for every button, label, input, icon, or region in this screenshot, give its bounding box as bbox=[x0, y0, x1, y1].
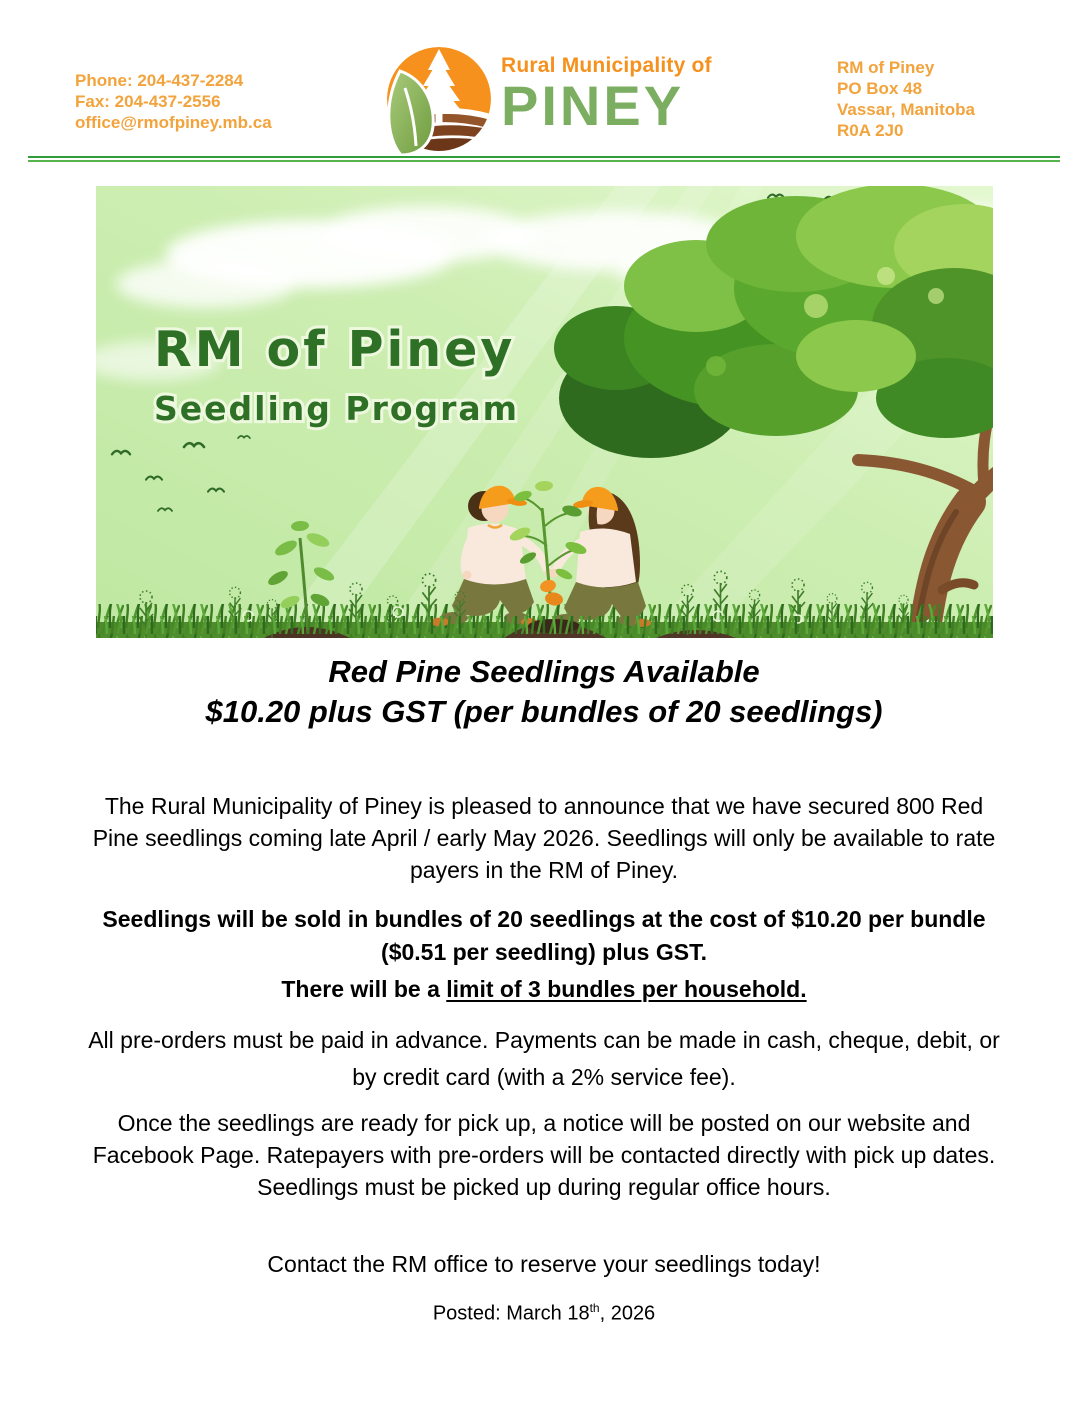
logo-name: PINEY bbox=[501, 74, 685, 137]
address-line4: R0A 2J0 bbox=[837, 121, 904, 140]
header-address-block bbox=[837, 57, 975, 141]
posted-date bbox=[84, 1292, 1004, 1330]
piney-emblem-icon bbox=[383, 44, 493, 154]
posted-suffix: , 2026 bbox=[599, 1302, 656, 1325]
posted-ordinal: th bbox=[589, 1301, 600, 1315]
banner-illustration bbox=[96, 186, 993, 638]
phone-line: Phone: 204-437-2284 bbox=[75, 71, 244, 90]
limit-prefix: There will be a bbox=[281, 976, 447, 1002]
address-line3: Vassar, Manitoba bbox=[837, 100, 975, 119]
posted-prefix: Posted: March 18 bbox=[432, 1302, 590, 1325]
grass-front bbox=[96, 616, 993, 638]
logo bbox=[383, 44, 712, 154]
headline-line2: $10.20 plus GST (per bundles of 20 seedlings) bbox=[205, 694, 883, 729]
address-line2: PO Box 48 bbox=[837, 79, 923, 98]
banner bbox=[96, 186, 993, 638]
paragraph-pickup: Once the seedlings are ready for pick up, a notice will be posted on our website and Facebook Page. Ratepayers with pre-orders will be contacted directly with pick up dates. Seedlings must be picked up during regular office hours. bbox=[92, 1110, 996, 1200]
banner-subtitle: Seedling Program bbox=[154, 389, 520, 428]
email-line: office@rmofpiney.mb.ca bbox=[75, 113, 272, 132]
address-line1: RM of Piney bbox=[837, 58, 935, 77]
banner-title: RM of Piney bbox=[154, 321, 516, 378]
headline bbox=[0, 652, 1088, 732]
limit-underlined: limit of 3 bundles per household. bbox=[446, 976, 807, 1002]
paragraph-limit bbox=[84, 973, 1004, 1005]
logo-tagline: Rural Municipality of bbox=[501, 54, 712, 77]
header-divider bbox=[28, 156, 1060, 162]
banner-title-group bbox=[154, 321, 519, 428]
paragraph-announcement: The Rural Municipality of Piney is pleased to announce that we have secured 800 Red Pine seedlings coming late April / early May 2026. Seedlings will only be available to rate payers in the RM of Piney. bbox=[92, 793, 996, 883]
paragraph-payment: All pre-orders must be paid in advance. Payments can be made in cash, cheque, debit, or by credit card (with a 2% service fee). bbox=[88, 1027, 1000, 1090]
paragraph-pricing: Seedlings will be sold in bundles of 20 seedlings at the cost of $10.20 per bundle ($0.51 per seedling) plus GST. bbox=[102, 906, 986, 965]
contact-call-to-action: Contact the RM office to reserve your seedlings today! bbox=[267, 1251, 821, 1277]
header-contact-block bbox=[75, 70, 272, 133]
fax-line: Fax: 204-437-2556 bbox=[75, 92, 221, 111]
logo-text bbox=[501, 44, 712, 137]
headline-line1: Red Pine Seedlings Available bbox=[328, 654, 760, 689]
